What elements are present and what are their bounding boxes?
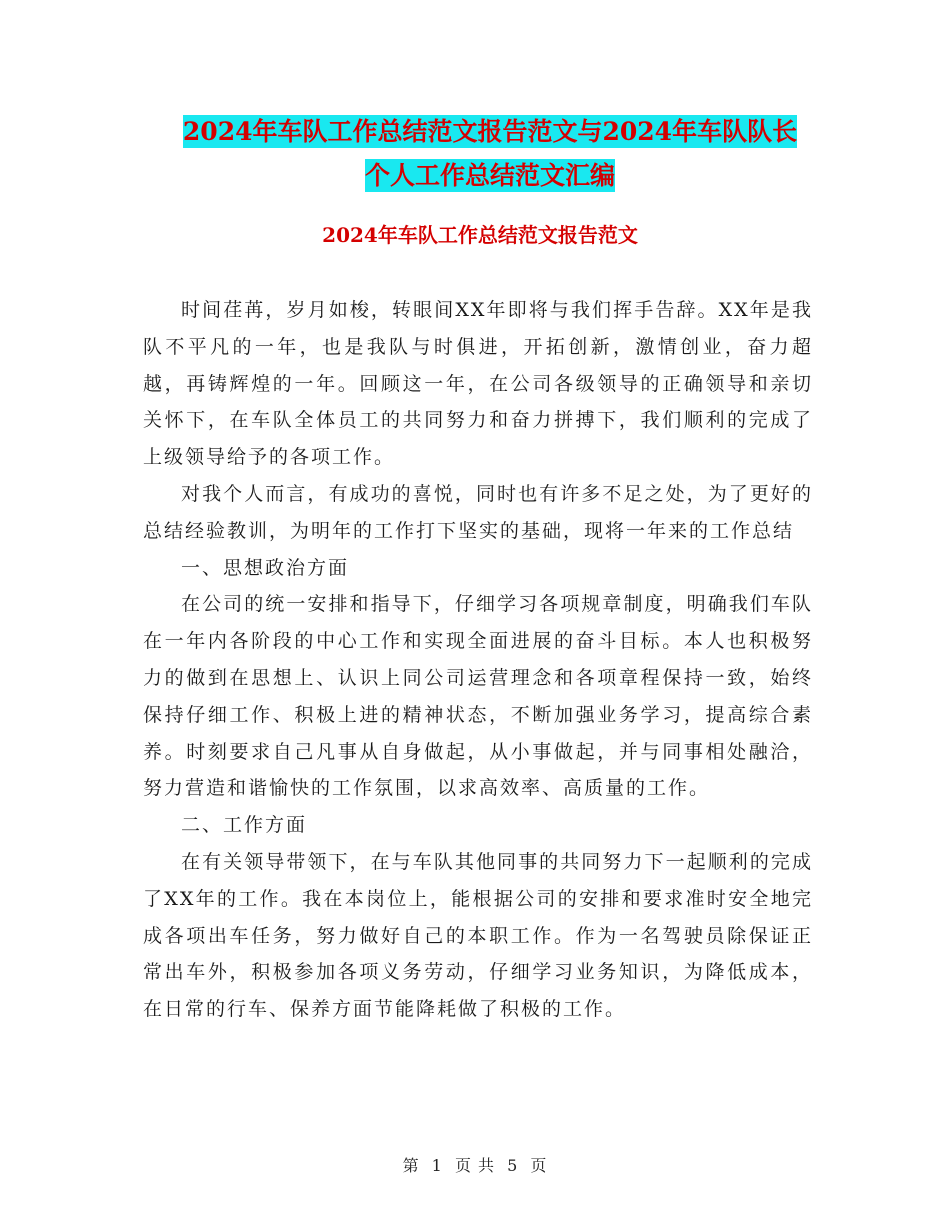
section-heading: 一、思想政治方面 — [181, 556, 350, 579]
document-title-line2: 个人工作总结范文汇编 — [364, 161, 615, 190]
total-pages: 5 — [507, 1156, 519, 1175]
section-title: 2024年车队工作总结范文报告范文 — [322, 223, 638, 247]
section-heading: 二、工作方面 — [181, 814, 308, 837]
paragraph: 在公司的统一安排和指导下，仔细学习各项规章制度，明确我们车队在一年内各阶段的中心工作和实现全面进展的奋斗目标。本人也积极努力的做到在思想上、认识上同公司运营理念和各项章程保持一致，始终保持仔细工作、积极上进的精神状态，不断加强业务学习，提高综合素养。时刻要求自己凡事从自身做起，从小事做起，并与同事相处融洽，努力营造和谐愉快的工作氛围，以求高效率、高质量的工作。 — [143, 593, 813, 800]
paragraph: 在有关领导带领下，在与车队其他同事的共同努力下一起顺利的完成了XX年的工作。我在本岗位上，能根据公司的安排和要求准时安全地完成各项出车任务，努力做好自己的本职工作。作为一名驾驶员除保证正常出车外，积极参加各项义务劳动，仔细学习业务知识，为降低成本，在日常的行车、保养方面节能降耗做了积极的工作。 — [143, 850, 813, 1021]
document-body — [143, 292, 813, 1028]
paragraph: 时间荏苒，岁月如梭，转眼间XX年即将与我们挥手告辞。XX年是我队不平凡的一年，也是我队与时俱进，开拓创新，激情创业，奋力超越，再铸辉煌的一年。回顾这一年，在公司各级领导的正确领导和亲切关怀下，在车队全体员工的共同努力和奋力拼搏下，我们顺利的完成了上级领导给予的各项工作。 — [143, 299, 813, 469]
document-title-line1: 2024年车队工作总结范文报告范文与2024年车队队长 — [182, 117, 798, 146]
footer-mid: 页 共 — [454, 1156, 496, 1175]
page-footer — [0, 1153, 950, 1176]
footer-suffix: 页 — [530, 1156, 548, 1175]
paragraph: 对我个人而言，有成功的喜悦，同时也有许多不足之处，为了更好的总结经验教训，为明年的工作打下坚实的基础，现将一年来的工作总结 — [143, 482, 813, 542]
document-title — [140, 110, 840, 198]
footer-prefix: 第 — [402, 1156, 420, 1175]
page-number: 1 — [431, 1156, 443, 1175]
